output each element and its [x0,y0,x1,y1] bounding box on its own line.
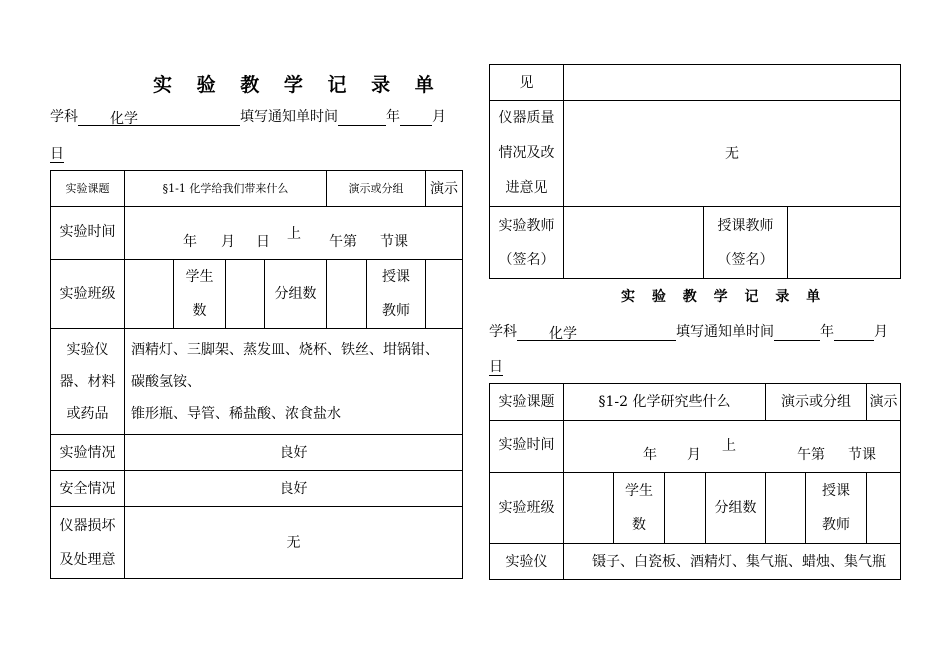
time-year: 年 [183,234,197,250]
groups-label: 分组数 [265,260,327,329]
damage-label: 仪器损坏 及处理意 [51,507,125,579]
class-value[interactable] [564,473,614,544]
notice-time-label: 填写通知单时间 [676,324,774,340]
year-field[interactable] [774,323,820,341]
mode-label: 演示或分组 [766,384,867,421]
right-form-title: 实 验 教 学 记 录 单 [621,289,827,305]
lab-teacher-signature[interactable] [564,207,704,279]
time-month: 月 [221,234,235,250]
teacher-label: 授课 教师 [367,260,426,329]
right-day-line [489,356,503,376]
opinion-label: 见 [490,65,564,101]
topic-label: 实验课题 [51,171,125,207]
equipment-label: 实验仪 器、材料 或药品 [51,329,125,435]
right-top-table [489,64,901,279]
safety-value[interactable]: 良好 [125,471,463,507]
topic-row [51,171,463,207]
time-am: 上 [722,438,736,454]
topic-label: 实验课题 [490,384,564,421]
left-form-title: 实 验 教 学 记 录 单 [153,74,443,96]
class-row [51,260,463,329]
time-year: 年 [643,447,657,463]
year-field[interactable] [338,108,386,126]
opinion-row [490,65,901,101]
students-value[interactable] [665,473,706,544]
students-label: 学生 数 [614,473,665,544]
course-teacher-signature[interactable] [788,207,901,279]
month-field[interactable] [400,108,432,126]
time-label: 实验时间 [490,421,564,473]
topic-value[interactable]: §1-2 化学研究些什么 [564,384,766,421]
situation-label: 实验情况 [51,435,125,471]
year-label: 年 [386,109,400,125]
teacher-value[interactable] [426,260,463,329]
quality-row [490,101,901,207]
situation-row [51,435,463,471]
time-value[interactable] [564,421,901,473]
groups-value[interactable] [327,260,367,329]
day-label: 日 [489,359,503,375]
time-value[interactable] [125,207,463,260]
right-subject-line [489,321,888,341]
time-row [51,207,463,260]
time-month: 月 [687,447,701,463]
left-record-table [50,170,463,579]
equipment-row [51,329,463,435]
day-label: 日 [50,146,64,162]
left-subject-line [50,106,446,126]
equipment-line-2: 碳酸氢铵、 [131,373,201,390]
equipment-line-1: 酒精灯、三脚架、蒸发皿、烧杯、铁丝、坩锅钳、 [131,341,439,358]
students-label: 学生 数 [174,260,226,329]
subject-label: 学科 [489,324,517,340]
topic-value[interactable]: §1-1 化学给我们带来什么 [125,171,327,207]
mode-label: 演示或分组 [327,171,426,207]
time-lesson: 节课 [380,234,408,250]
equipment-label: 实验仪 [490,544,564,580]
mode-value[interactable]: 演示 [426,171,463,207]
damage-row [51,507,463,579]
quality-value[interactable]: 无 [564,101,901,207]
topic-row [490,384,901,421]
notice-time-label: 填写通知单时间 [240,109,338,125]
equipment-value[interactable]: 镊子、白瓷板、酒精灯、集气瓶、蜡烛、集气瓶 [564,544,901,580]
signature-row [490,207,901,279]
time-am: 上 [287,226,301,242]
subject-field[interactable] [517,323,676,341]
time-row [490,421,901,473]
equipment-row [490,544,901,580]
time-day: 日 [256,234,270,250]
class-row [490,473,901,544]
class-value[interactable] [125,260,174,329]
teacher-label: 授课 教师 [806,473,867,544]
time-pm: 午第 [797,447,825,463]
equipment-line-3: 锥形瓶、导管、稀盐酸、浓食盐水 [131,405,341,422]
safety-row [51,471,463,507]
subject-value: 化学 [549,326,577,342]
damage-value[interactable]: 无 [125,507,463,579]
groups-label: 分组数 [706,473,766,544]
lab-teacher-label: 实验教师 （签名） [490,207,564,279]
month-field[interactable] [834,323,874,341]
left-day-line [50,143,64,163]
teacher-value[interactable] [867,473,901,544]
quality-label: 仪器质量 情况及改 进意见 [490,101,564,207]
mode-value[interactable]: 演示 [867,384,901,421]
groups-value[interactable] [766,473,806,544]
subject-field[interactable] [78,108,240,126]
class-label: 实验班级 [490,473,564,544]
situation-value[interactable]: 良好 [125,435,463,471]
safety-label: 安全情况 [51,471,125,507]
month-label: 月 [874,324,888,340]
month-label: 月 [432,109,446,125]
course-teacher-label: 授课教师 （签名） [704,207,788,279]
time-label: 实验时间 [51,207,125,260]
subject-value: 化学 [110,111,138,127]
students-value[interactable] [226,260,265,329]
class-label: 实验班级 [51,260,125,329]
time-pm: 午第 [329,234,357,250]
year-label: 年 [820,324,834,340]
right-record-table [489,383,901,580]
subject-label: 学科 [50,109,78,125]
time-lesson: 节课 [848,447,876,463]
opinion-value[interactable] [564,65,901,101]
equipment-value[interactable] [125,329,463,435]
